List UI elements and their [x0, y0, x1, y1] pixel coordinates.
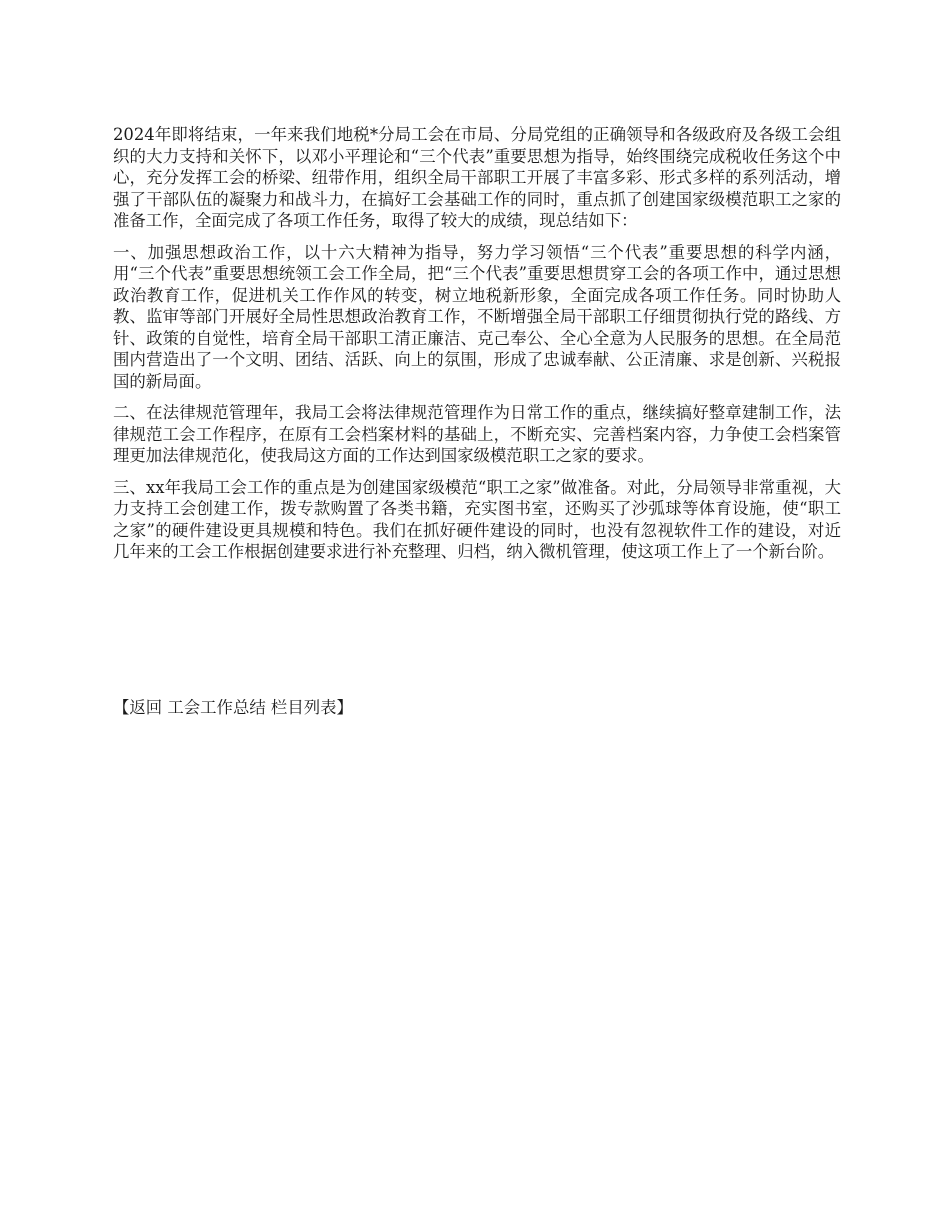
document-body [113, 124, 841, 573]
section-1-paragraph: 一、加强思想政治工作，以十六大精神为指导，努力学习领悟“三个代表”重要思想的科学内涵，用“三个代表”重要思想统领工会工作全局，把“三个代表”重要思想贯穿工会的各项工作中，通过思想政治教育工作，促进机关工作作风的转变，树立地税新形象，全面完成各项工作任务。同时协助人教、监审等部门开展好全局性思想政治教育工作，不断增强全局干部职工仔细贯彻执行党的路线、方针、政策的自觉性，培育全局干部职工清正廉洁、克己奉公、全心全意为人民服务的思想。在全局范围内营造出了一个文明、团结、活跃、向上的氛围，形成了忠诚奉献、公正清廉、求是创新、兴税报国的新局面。 [113, 242, 841, 391]
intro-paragraph: 2024年即将结束，一年来我们地税*分局工会在市局、分局党组的正确领导和各级政府及各级工会组织的大力支持和关怀下，以邓小平理论和“三个代表”重要思想为指导，始终围绕完成税收任务这个中心，充分发挥工会的桥梁、纽带作用，组织全局干部职工开展了丰富多彩、形式多样的系列活动，增强了干部队伍的凝聚力和战斗力，在搞好工会基础工作的同时，重点抓了创建国家级模范职工之家的准备工作，全面完成了各项工作任务，取得了较大的成绩，现总结如下： [113, 125, 841, 230]
section-2-paragraph: 二、在法律规范管理年，我局工会将法律规范管理作为日常工作的重点，继续搞好整章建制工作，法律规范工会工作程序，在原有工会档案材料的基础上，不断充实、完善档案内容，力争使工会档案管理更加法律规范化，使我局这方面的工作达到国家级模范职工之家的要求。 [113, 403, 841, 465]
section-3-paragraph: 三、xx年我局工会工作的重点是为创建国家级模范“职工之家”做准备。对此，分局领导非常重视，大力支持工会创建工作，拨专款购置了各类书籍，充实图书室，还购买了沙弧球等体育设施，使“职工之家”的硬件建设更具规模和特色。我们在抓好硬件建设的同时，也没有忽视软件工作的建设，对近几年来的工会工作根据创建要求进行补充整理、归档，纳入微机管理，使这项工作上了一个新台阶。 [113, 477, 841, 561]
back-to-list-link[interactable]: 【返回 工会工作总结 栏目列表】 [113, 698, 353, 717]
